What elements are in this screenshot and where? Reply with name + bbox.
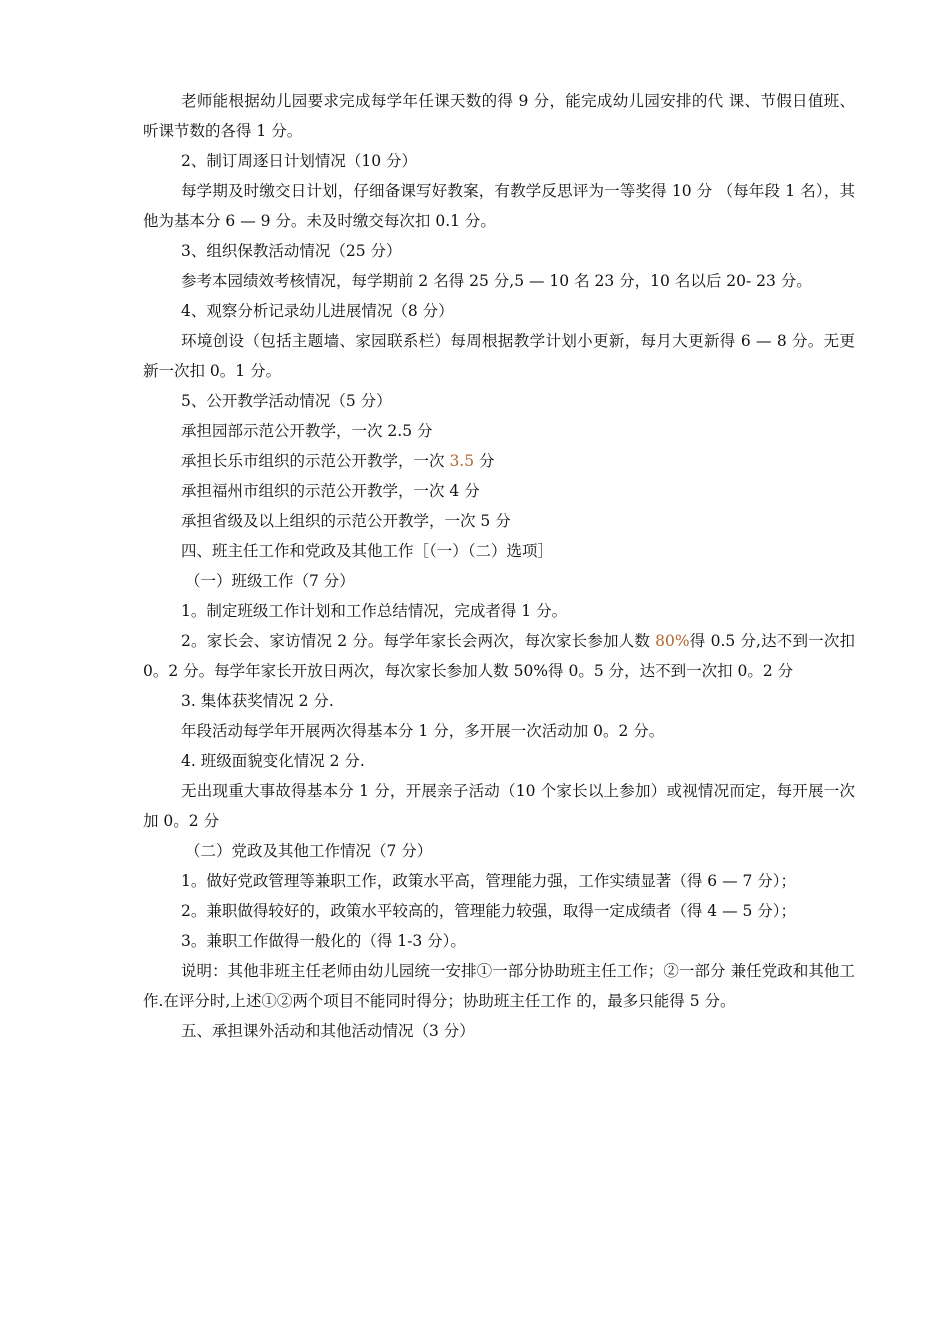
paragraph-weekly-plan: 每学期及时缴交日计划，仔细备课写好教案，有教学反思评为一等奖得 10 分 （每年段 1 名），其他为基本分 6 — 9 分。未及时缴交每次扣 0.1 分。 xyxy=(143,182,855,230)
heading-class-work: （一）班级工作（7 分） xyxy=(185,572,355,590)
item-party-average: 3。兼职工作做得一般化的（得 1-3 分）。 xyxy=(181,932,466,950)
item-changle-demo xyxy=(143,446,855,476)
item-class-appearance: 4. 班级面貌变化情况 2 分. xyxy=(181,752,365,770)
item-party-good: 2。兼职做得较好的，政策水平较高的，管理能力较强，取得一定成绩者（得 4 — 5 分）； xyxy=(181,902,797,920)
paragraph-note: 说明：其他非班主任老师由幼儿园统一安排①一部分协助班主任工作；②一部分 兼任党政和其他工作.在评分时,上述①②两个项目不能同时得分；协助班主任工作 的，最多只能得 5 分。 xyxy=(143,962,855,1010)
item-changle-unit: 分 xyxy=(474,452,495,470)
item-parent-rest: 得 0.5 分,达不到一次扣 0。2 分。每学年家长开放日两次，每次家长参加人数 50%得 0。5 分，达不到一次扣 0。2 分 xyxy=(143,632,855,680)
item-parent-meeting xyxy=(143,626,855,686)
item-school-demo: 承担园部示范公开教学，一次 2.5 分 xyxy=(181,422,433,440)
paragraph-no-accident: 无出现重大事故得基本分 1 分，开展亲子活动（10 个家长以上参加）或视情况而定，每开展一次加 0。2 分 xyxy=(143,782,855,830)
heading-section-five: 五、承担课外活动和其他活动情况（3 分） xyxy=(181,1022,475,1040)
highlight-score: 3.5 xyxy=(449,452,475,470)
item-class-plan: 1。制定班级工作计划和工作总结情况，完成者得 1 分。 xyxy=(181,602,568,620)
item-province-demo: 承担省级及以上组织的示范公开教学，一次 5 分 xyxy=(181,512,511,530)
paragraph-care-education: 参考本园绩效考核情况，每学期前 2 名得 25 分,5 — 10 名 23 分，10 名以后 20- 23 分。 xyxy=(181,272,812,290)
item-fuzhou-demo: 承担福州市组织的示范公开教学，一次 4 分 xyxy=(181,482,480,500)
paragraph-teaching-days: 老师能根据幼儿园要求完成每学年任课天数的得 9 分，能完成幼儿园安排的代 课、节假日值班、听课节数的各得 1 分。 xyxy=(143,92,855,140)
item-parent-text: 2。家长会、家访情况 2 分。每学年家长会两次，每次家长参加人数 xyxy=(181,632,656,650)
item-changle-text: 承担长乐市组织的示范公开教学，一次 xyxy=(181,452,450,470)
item-party-excellent: 1。做好党政管理等兼职工作，政策水平高，管理能力强，工作实绩显著（得 6 — 7 分）； xyxy=(181,872,797,890)
paragraph-environment: 环境创设（包括主题墙、家园联系栏）每周根据教学计划小更新，每月大更新得 6 — 8 分。无更新一次扣 0。1 分。 xyxy=(143,332,855,380)
heading-party-work: （二）党政及其他工作情况（7 分） xyxy=(185,842,433,860)
item-group-award: 3. 集体获奖情况 2 分. xyxy=(181,692,334,710)
paragraph-grade-activity: 年段活动每学年开展两次得基本分 1 分，多开展一次活动加 0。2 分。 xyxy=(181,722,665,740)
heading-care-education: 3、组织保教活动情况（25 分） xyxy=(181,242,402,260)
heading-weekly-plan: 2、制订周逐日计划情况（10 分） xyxy=(181,152,418,170)
document-page xyxy=(143,86,855,1046)
heading-open-teaching: 5、公开教学活动情况（5 分） xyxy=(181,392,392,410)
heading-section-four: 四、班主任工作和党政及其他工作［（一）（二）选项］ xyxy=(181,542,554,560)
heading-observation: 4、观察分析记录幼儿进展情况（8 分） xyxy=(181,302,454,320)
highlight-percentage: 80% xyxy=(655,632,690,650)
